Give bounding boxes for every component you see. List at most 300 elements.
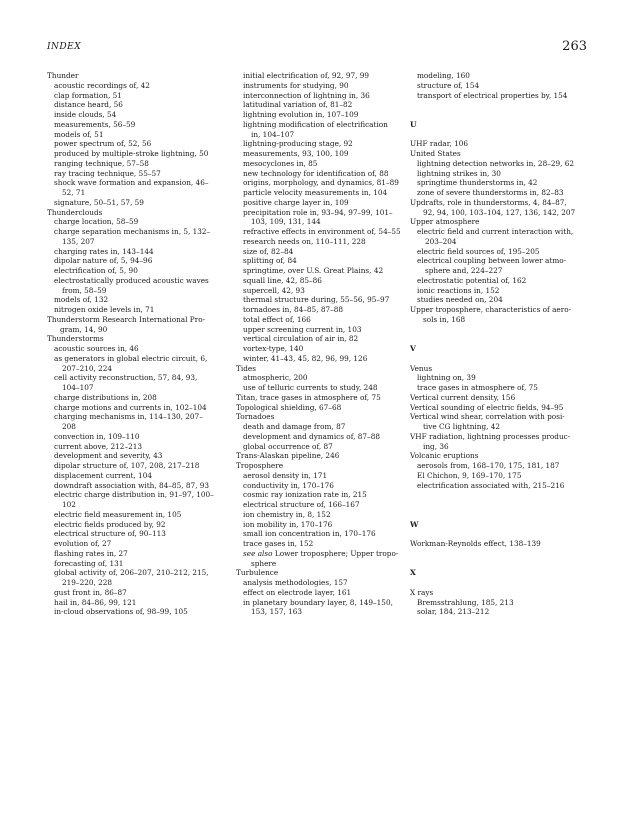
entry-text: studies needed on, 204 (417, 295, 503, 305)
page-number: 263 (562, 39, 587, 54)
spacer (410, 325, 594, 335)
index-subentry (47, 412, 229, 432)
entry-text: Venus (410, 363, 433, 373)
entry-text: development and severity, 43 (54, 451, 163, 461)
index-subentry (410, 607, 594, 617)
index-subentry (236, 490, 406, 500)
entry-text: electrical structure of, 166–167 (243, 500, 360, 509)
entry-line (47, 178, 229, 188)
index-entry (410, 393, 594, 403)
entry-text: size of, 82–84 (243, 246, 294, 256)
index-subentry (47, 403, 229, 413)
entry-text: electrical structure of, 90–113 (54, 529, 166, 539)
index-subentry (47, 344, 229, 354)
entry-line (236, 471, 406, 481)
index-subentry (236, 520, 406, 530)
entry-text: distance heard, 56 (54, 100, 123, 110)
entry-text: lightning on, 39 (417, 373, 476, 383)
entry-line (410, 295, 594, 305)
index-subentry (236, 334, 406, 344)
entry-text: sphere and, 224–227 (425, 266, 503, 275)
entry-line (47, 198, 229, 208)
entry-continuation (47, 422, 229, 432)
entry-text: nitrogen oxide levels in, 71 (54, 305, 155, 314)
entry-continuation (410, 442, 594, 452)
entry-text: 103, 109, 131, 144 (251, 217, 321, 227)
index-subentry (410, 286, 594, 296)
entry-text: El Chichon, 9, 169–170, 175 (417, 470, 522, 480)
index-subentry (236, 178, 406, 188)
entry-text: particle velocity measurements in, 104 (243, 188, 388, 197)
entry-text: current above, 212–213 (54, 441, 143, 451)
index-subentry (236, 510, 406, 520)
index-subentry (47, 373, 229, 393)
index-subentry (47, 559, 229, 569)
entry-text: refractive effects in environment of, 54–55 (243, 227, 401, 236)
index-subentry (47, 120, 229, 130)
entry-text: 92, 94, 100, 103–104, 127, 136, 142, 207 (423, 207, 576, 217)
index-subentry (47, 276, 229, 296)
entry-text: aerosols from, 168–170, 175, 181, 187 (417, 461, 560, 470)
entry-line (236, 568, 406, 578)
entry-continuation (47, 237, 229, 247)
entry-text: X rays (410, 587, 434, 597)
entry-line (236, 520, 406, 530)
index-subentry (47, 432, 229, 442)
entry-text: total effect of, 166 (243, 314, 311, 324)
index-subentry (410, 178, 594, 188)
entry-text: models of, 51 (54, 129, 104, 139)
entry-line (236, 256, 406, 266)
entry-text: squall line, 42, 85–86 (243, 275, 322, 285)
entry-line (47, 481, 229, 491)
entry-text: upper screening current in, 103 (243, 324, 362, 334)
index-subentry (47, 256, 229, 266)
entry-text: Topological shielding, 67–68 (236, 402, 342, 412)
index-subentry (47, 393, 229, 403)
index-entry (236, 393, 406, 403)
entry-line (47, 403, 229, 413)
index-subentry (47, 607, 229, 617)
index-subentry (47, 169, 229, 179)
entry-line (236, 266, 406, 276)
entry-line (236, 188, 406, 198)
index-subentry (410, 276, 594, 286)
entry-text: 153, 157, 163 (251, 607, 303, 617)
index-entry (410, 139, 594, 149)
entry-line (410, 159, 594, 169)
entry-line (47, 159, 229, 169)
entry-text: lightning strikes in, 30 (417, 168, 501, 178)
index-subentry (236, 169, 406, 179)
entry-line (410, 588, 594, 598)
index-subentry (47, 295, 229, 305)
entry-text: ion chemistry in, 8, 152 (243, 509, 331, 519)
index-subentry (236, 383, 406, 393)
entry-text: development and dynamics of, 87–88 (243, 431, 380, 441)
spacer (410, 559, 594, 569)
index-entry (410, 539, 594, 549)
entry-text: splitting of, 84 (243, 256, 297, 266)
entry-text: cosmic ray ionization rate in, 215 (243, 490, 367, 500)
entry-line (47, 568, 229, 578)
entry-line (410, 393, 594, 403)
entry-text: in planetary boundary layer, 8, 149–150, (243, 597, 393, 607)
entry-continuation (47, 500, 229, 510)
entry-text: conductivity in, 170–176 (243, 480, 334, 490)
entry-text: vortex-type, 140 (243, 344, 304, 353)
entry-text: shock wave formation and expansion, 46– (54, 178, 209, 188)
section-letter: V (410, 344, 416, 353)
entry-line (236, 500, 406, 510)
cross-reference-label: see also (243, 548, 273, 558)
entry-text: 52, 71 (62, 188, 86, 197)
entry-line (47, 451, 229, 461)
entry-text: solar, 184, 213–212 (417, 607, 490, 617)
entry-line (410, 71, 594, 81)
index-subentry (47, 539, 229, 549)
index-entry (410, 403, 594, 413)
index-subentry (47, 568, 229, 588)
entry-text: use of telluric currents to study, 248 (243, 383, 378, 392)
entry-line (410, 383, 594, 393)
entry-text: Thunderstorm Research International Pro- (47, 314, 206, 324)
entry-text: charge distributions in, 208 (54, 392, 157, 402)
entry-line (236, 178, 406, 188)
index-subentry (47, 149, 229, 159)
entry-line (236, 373, 406, 383)
entry-continuation (236, 559, 406, 569)
entry-text: measurements, 93, 100, 109 (243, 149, 349, 158)
entry-line (410, 169, 594, 179)
entry-text: charge motions and currents in, 102–104 (54, 402, 207, 412)
index-subentry (410, 159, 594, 169)
entry-text: dipolar nature of, 5, 94–96 (54, 256, 153, 266)
entry-text: hail in, 84–86, 99, 121 (54, 597, 137, 607)
entry-line (410, 227, 594, 237)
entry-line (236, 169, 406, 179)
entry-text: produced by multiple-stroke lightning, 50 (54, 149, 209, 158)
entry-text: lightning detection networks in, 28–29, 62 (417, 158, 575, 168)
entry-text: in, 104–107 (251, 129, 295, 139)
entry-text: interconnection of lightning in, 36 (243, 90, 370, 100)
index-subentry (236, 120, 406, 140)
entry-line (47, 276, 229, 286)
entry-text: ing, 36 (423, 441, 449, 451)
index-subentry (410, 247, 594, 257)
index-entry (410, 412, 594, 432)
entry-text: trace gases in atmosphere of, 75 (417, 383, 538, 392)
entry-line (410, 481, 594, 491)
entry-continuation (410, 237, 594, 247)
index-subentry (410, 461, 594, 471)
index-subentry (236, 529, 406, 539)
index-subentry (236, 227, 406, 237)
index-subentry (47, 139, 229, 149)
entry-line (47, 334, 229, 344)
entry-line (236, 91, 406, 101)
index-subentry (47, 481, 229, 491)
entry-line (236, 149, 406, 159)
entry-text: 219–220, 228 (62, 578, 113, 587)
index-subentry (410, 71, 594, 81)
entry-text: power spectrum of, 52, 56 (54, 139, 152, 149)
entry-text: Trans-Alaskan pipeline, 246 (236, 451, 340, 461)
entry-text: cell activity reconstruction, 57, 84, 93, (54, 373, 198, 383)
entry-line (410, 286, 594, 296)
entry-continuation (47, 325, 229, 335)
entry-line (236, 412, 406, 422)
index-subentry (236, 422, 406, 432)
entry-text: Troposphere (236, 461, 284, 470)
entry-line (47, 217, 229, 227)
entry-continuation (47, 286, 229, 296)
entry-line (410, 461, 594, 471)
index-subentry (47, 91, 229, 101)
entry-line (47, 607, 229, 617)
entry-line (236, 159, 406, 169)
entry-continuation (410, 315, 594, 325)
entry-text: Upper atmosphere (410, 217, 480, 227)
index-entry (410, 364, 594, 374)
entry-line (47, 120, 229, 130)
index-column-2 (236, 71, 406, 617)
index-subentry (47, 217, 229, 227)
entry-text: VHF radiation, lightning processes produc- (410, 431, 571, 441)
entry-text: Volcanic eruptions (410, 451, 479, 461)
entry-line (236, 247, 406, 257)
entry-line (410, 451, 594, 461)
entry-continuation (47, 188, 229, 198)
entry-text: 102 (62, 500, 76, 509)
entry-text: aerosol density in, 171 (243, 470, 328, 480)
entry-line (236, 110, 406, 120)
index-column-1 (47, 71, 229, 617)
entry-line (47, 305, 229, 315)
spacer (410, 110, 594, 120)
entry-line (47, 412, 229, 422)
entry-text: winter, 41–43, 45, 82, 96, 99, 126 (243, 353, 368, 363)
index-subentry (47, 471, 229, 481)
entry-text: Vertical wind shear, correlation with posi- (410, 412, 565, 422)
entry-line (47, 344, 229, 354)
spacer (410, 354, 594, 364)
entry-text: positive charge layer in, 109 (243, 197, 349, 207)
spacer (410, 130, 594, 140)
entry-text: evolution of, 27 (54, 539, 112, 548)
index-entry (410, 149, 594, 159)
index-subentry (47, 305, 229, 315)
entry-text: global activity of, 206–207, 210–212, 215, (54, 568, 209, 578)
entry-text: 207–210, 224 (62, 363, 113, 373)
entry-line (47, 559, 229, 569)
entry-line (47, 208, 229, 218)
entry-text: supercell, 42, 93 (243, 285, 305, 295)
entry-text: latitudinal variation of, 81–82 (243, 100, 353, 110)
index-subentry (410, 481, 594, 491)
entry-text: charging rates in, 143–144 (54, 246, 154, 256)
entry-text: vertical circulation of air in, 82 (243, 334, 359, 344)
entry-text: lightning evolution in, 107–109 (243, 110, 359, 119)
entry-text: clap formation, 51 (54, 90, 122, 100)
index-entry (410, 217, 594, 227)
entry-line (236, 315, 406, 325)
entry-line (47, 295, 229, 305)
entry-line (236, 490, 406, 500)
entry-text: convection in, 109–110 (54, 431, 140, 441)
entry-line (236, 539, 406, 549)
entry-line (236, 100, 406, 110)
index-subentry (236, 81, 406, 91)
entry-line (410, 139, 594, 149)
index-subentry (236, 500, 406, 510)
entry-text: measurements, 56–59 (54, 119, 136, 129)
index-subentry (236, 159, 406, 169)
entry-line (236, 276, 406, 286)
entry-line (47, 227, 229, 237)
entry-text: gust front in, 86–87 (54, 587, 127, 597)
section-letter: X (410, 568, 416, 578)
entry-line (410, 81, 594, 91)
entry-text: Lower troposphere; Upper tropo- (272, 548, 399, 558)
entry-text: as generators in global electric circuit, 6, (54, 353, 208, 363)
index-entry (410, 451, 594, 461)
index-subentry (47, 442, 229, 452)
entry-text: Vertical current density, 156 (410, 392, 516, 402)
index-subentry (236, 432, 406, 442)
entry-line (47, 373, 229, 383)
entry-text: ionic reactions in, 152 (417, 285, 500, 295)
entry-text: 135, 207 (62, 236, 95, 246)
entry-line (236, 344, 406, 354)
index-entry (236, 364, 406, 374)
entry-line (410, 188, 594, 198)
entry-text: Workman-Reynolds effect, 138–139 (410, 539, 541, 548)
entry-text: springtime, over U.S. Great Plains, 42 (243, 266, 384, 275)
entry-line (47, 461, 229, 471)
entry-text: charge location, 58–59 (54, 217, 139, 227)
entry-text: springtime thunderstorms in, 42 (417, 178, 538, 188)
index-subentry (236, 598, 406, 618)
spacer (410, 549, 594, 559)
entry-line (236, 588, 406, 598)
entry-line (410, 247, 594, 257)
entry-text: ray tracing technique, 55–57 (54, 168, 161, 178)
index-subentry (47, 520, 229, 530)
entry-text: in-cloud observations of, 98–99, 105 (54, 607, 188, 617)
index-subentry (236, 442, 406, 452)
entry-text: modeling, 160 (417, 71, 470, 80)
entry-line (47, 256, 229, 266)
index-subentry (236, 588, 406, 598)
index-subentry (236, 256, 406, 266)
entry-line (236, 481, 406, 491)
entry-line (236, 364, 406, 374)
entry-text: Thunderclouds (47, 207, 103, 217)
index-entry (236, 568, 406, 578)
index-subentry (236, 110, 406, 120)
index-entry (236, 451, 406, 461)
index-subentry (236, 481, 406, 491)
entry-line (236, 393, 406, 403)
entry-line (47, 520, 229, 530)
entry-line (236, 422, 406, 432)
entry-line (47, 588, 229, 598)
index-subentry (47, 266, 229, 276)
spacer (410, 529, 594, 539)
entry-text: Thunderstorms (47, 334, 104, 344)
index-entry (47, 315, 229, 335)
entry-line (410, 598, 594, 608)
index-subentry (47, 588, 229, 598)
entry-text: charge separation mechanisms in, 5, 132– (54, 227, 211, 236)
entry-line (410, 217, 594, 227)
entry-line (410, 539, 594, 549)
index-entry (236, 403, 406, 413)
spacer (410, 490, 594, 500)
entry-text: from, 58–59 (62, 285, 107, 295)
index-subentry (236, 549, 406, 569)
index-subentry (47, 490, 229, 510)
entry-text: analysis methodologies, 157 (243, 578, 348, 587)
entry-text: effect on electrode layer, 161 (243, 587, 352, 597)
entry-text: ranging technique, 57–58 (54, 158, 149, 168)
index-subentry (236, 305, 406, 315)
entry-text: United States (410, 149, 461, 158)
index-subentry (236, 315, 406, 325)
index-subentry (236, 188, 406, 198)
entry-text: death and damage from, 87 (243, 422, 346, 431)
entry-text: initial electrification of, 92, 97, 99 (243, 71, 370, 80)
entry-line (236, 295, 406, 305)
index-subentry (410, 91, 594, 101)
index-entry (410, 305, 594, 325)
entry-line (47, 91, 229, 101)
index-subentry (47, 549, 229, 559)
entry-text: origins, morphology, and dynamics, 81–89 (243, 178, 399, 188)
entry-line (236, 442, 406, 452)
entry-text: electrification of, 5, 90 (54, 266, 138, 275)
entry-line (410, 471, 594, 481)
entry-line (47, 393, 229, 403)
entry-text: mesocyclones in, 85 (243, 158, 318, 168)
index-subentry (47, 178, 229, 198)
entry-line (410, 198, 594, 208)
entry-line (410, 178, 594, 188)
entry-text: lightning-producing stage, 92 (243, 139, 353, 149)
entry-line (410, 305, 594, 315)
entry-text: instruments for studying, 90 (243, 80, 349, 90)
index-subentry (47, 100, 229, 110)
index-subentry (236, 237, 406, 247)
index-entry (47, 208, 229, 218)
entry-line (410, 373, 594, 383)
section-letter: U (410, 119, 417, 129)
index-entry (236, 461, 406, 471)
entry-line (47, 139, 229, 149)
index-subentry (236, 91, 406, 101)
spacer (410, 510, 594, 520)
entry-text: electrostatically produced acoustic waves (54, 275, 209, 285)
entry-text: dipolar structure of, 107, 208, 217–218 (54, 461, 200, 470)
entry-line (47, 130, 229, 140)
entry-text: transport of electrical properties by, 154 (417, 90, 568, 100)
entry-text: electric fields produced by, 92 (54, 519, 166, 529)
index-column-3 (410, 71, 594, 617)
entry-line (47, 529, 229, 539)
index-subentry (47, 81, 229, 91)
entry-text: precipitation role in, 93–94, 97–99, 101– (243, 207, 393, 217)
